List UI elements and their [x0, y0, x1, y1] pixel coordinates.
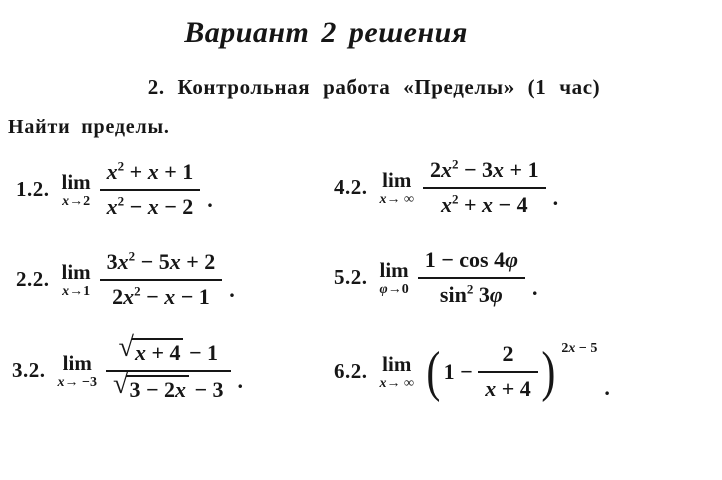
problem-1-2 — [16, 152, 213, 228]
var: x — [62, 193, 70, 209]
limit-operator-block — [380, 168, 414, 208]
denominator — [100, 281, 223, 311]
var: x — [164, 284, 176, 309]
term: − 4 — [493, 192, 528, 217]
var: φ — [505, 247, 518, 273]
var: x — [123, 284, 135, 309]
exponent: 2 — [128, 248, 136, 264]
var: x — [379, 191, 387, 207]
period: . — [207, 186, 213, 212]
problem-number: 2.2. — [16, 267, 50, 292]
limit-subscript — [62, 283, 90, 300]
numerator — [423, 157, 546, 189]
lim-word: lim — [382, 168, 412, 193]
term: − 5 — [575, 341, 598, 356]
period: . — [237, 367, 244, 393]
numerator — [100, 249, 223, 281]
arrow-target: →2 — [69, 193, 91, 209]
term: − 3 — [188, 377, 224, 402]
exponent: 2 — [117, 193, 125, 209]
var: φ — [489, 282, 503, 307]
sqrt-radical — [112, 369, 189, 404]
term: − 1 — [175, 284, 210, 309]
radicand — [126, 375, 189, 404]
lim-word: lim — [61, 260, 91, 285]
numerator: 2 — [478, 341, 538, 373]
problem-5-2 — [334, 238, 537, 318]
problem-4-2 — [334, 150, 558, 226]
limit-operator-block — [380, 258, 409, 298]
problem-number: 1.2. — [16, 177, 50, 202]
lim-word: lim — [379, 258, 409, 283]
lim-word: lim — [61, 170, 91, 195]
coef: 3 — [473, 282, 490, 307]
term: + 1 — [504, 157, 539, 183]
exponent: 2 — [451, 191, 459, 207]
limit-operator-block — [62, 260, 91, 300]
radical-sign-icon: √ — [112, 369, 129, 400]
var: x — [57, 374, 65, 390]
instruction-text: Найти пределы. — [8, 116, 170, 138]
denominator — [106, 369, 231, 404]
term: + — [124, 159, 148, 185]
denominator — [423, 189, 546, 219]
exponent: 2 — [466, 281, 474, 297]
fraction — [423, 157, 546, 219]
var: x — [117, 249, 129, 275]
fraction — [100, 249, 223, 311]
problem-6-2: 6.2. lim x→ ∞ ( 1 − $\frac{2}{x + 4}$ ) 2x − 5 . — [334, 341, 610, 403]
radicand — [132, 338, 184, 367]
lim-word: lim — [62, 351, 92, 376]
numerator — [418, 247, 525, 279]
period: . — [604, 375, 610, 401]
problem-3-2 — [12, 324, 243, 418]
term: + 4 — [145, 340, 181, 366]
arrow-target: → ∞ — [386, 375, 414, 391]
numerator — [100, 159, 201, 191]
var: x — [174, 377, 186, 402]
var: x — [134, 340, 146, 366]
term: − 2 — [158, 194, 194, 219]
fraction — [478, 341, 538, 403]
denominator — [418, 279, 525, 309]
coef: 2 — [561, 341, 569, 356]
limit-operator-block — [380, 352, 414, 392]
denominator — [100, 191, 201, 221]
limit-subscript — [58, 374, 97, 391]
var: x — [440, 157, 452, 183]
var: x — [169, 249, 181, 275]
section-heading: 2. Контрольная работа «Пределы» (1 час) — [147, 75, 601, 99]
var: x — [62, 283, 70, 299]
numerator — [106, 332, 231, 372]
var: x — [440, 192, 452, 217]
exponent: 2 — [134, 283, 141, 299]
page-title: Вариант 2 решения — [184, 16, 468, 49]
denominator — [478, 373, 538, 403]
var: x — [568, 341, 576, 356]
arrow-target: →0 — [387, 281, 409, 297]
term: − 3 — [458, 157, 494, 183]
term: − 5 — [135, 249, 170, 275]
function-name: sin — [439, 282, 467, 307]
term: − — [124, 194, 148, 219]
var: x — [106, 159, 118, 185]
limit-subscript — [380, 375, 414, 392]
exponent: 2 — [117, 158, 125, 174]
lim-word: lim — [382, 352, 412, 377]
var: x — [106, 194, 118, 219]
limit-subscript — [380, 281, 409, 298]
fraction — [100, 159, 201, 221]
term: + 1 — [158, 159, 194, 185]
limit-subscript — [62, 193, 90, 210]
arrow-target: → −3 — [64, 374, 97, 390]
term: 1 − cos 4 — [424, 247, 506, 273]
period: . — [552, 184, 559, 210]
problem-number: 4.2. — [334, 175, 368, 200]
var: x — [485, 376, 497, 401]
sqrt-radical — [118, 332, 183, 367]
term: + 4 — [496, 376, 531, 401]
limit-operator-block — [58, 351, 97, 391]
coef: 3 — [106, 249, 118, 275]
var: x — [493, 157, 505, 183]
limit-subscript — [380, 191, 414, 208]
problem-number: 6.2. — [334, 359, 368, 384]
term: + 2 — [180, 249, 216, 275]
problem-number: 3.2. — [12, 358, 46, 383]
term: 1 − — [443, 358, 479, 384]
power-exponent — [561, 340, 597, 357]
var: φ — [379, 281, 388, 297]
problem-2-2 — [16, 240, 235, 320]
period: . — [229, 276, 235, 302]
var: x — [379, 375, 387, 391]
period: . — [531, 274, 538, 300]
term: + — [458, 192, 483, 217]
var: x — [482, 192, 494, 217]
problem-number: 5.2. — [334, 265, 368, 290]
radical-sign-icon: √ — [118, 332, 134, 364]
limit-operator-block — [62, 170, 91, 210]
term: − — [140, 284, 165, 309]
coef: 2 — [429, 157, 441, 183]
arrow-target: → ∞ — [386, 191, 414, 207]
var: x — [147, 194, 159, 219]
arrow-target: →1 — [69, 283, 91, 299]
coef: 2 — [112, 284, 124, 309]
term: 3 − 2 — [129, 377, 175, 402]
fraction — [418, 247, 525, 309]
term: − 1 — [183, 340, 219, 366]
exponent: 2 — [451, 156, 459, 172]
fraction — [106, 332, 231, 404]
var: x — [147, 159, 159, 185]
